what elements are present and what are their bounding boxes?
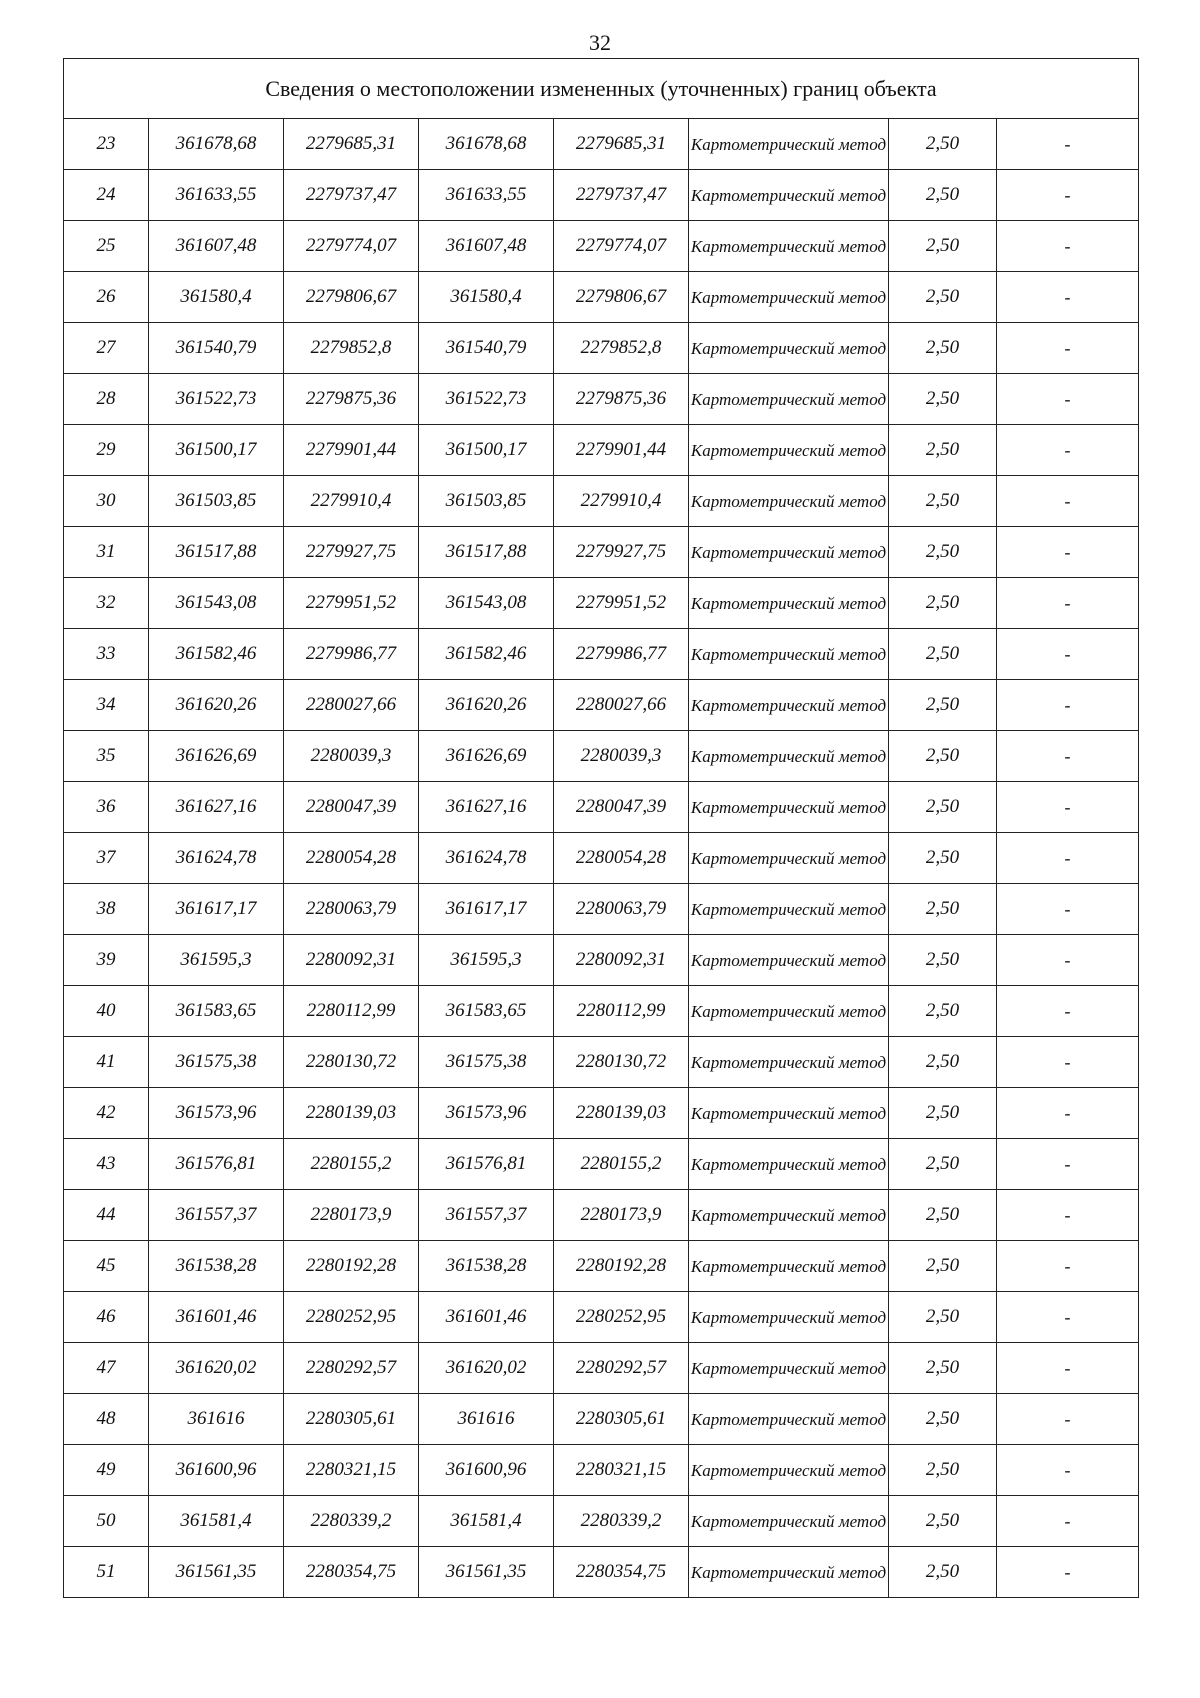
table-row <box>64 527 1139 578</box>
refined-y-cell: 2279852,8 <box>554 323 689 374</box>
accuracy-cell: 2,50 <box>889 629 997 680</box>
existing-y-cell: 2279951,52 <box>284 578 419 629</box>
existing-y-cell: 2280292,57 <box>284 1343 419 1394</box>
note-cell: - <box>997 1292 1139 1343</box>
existing-x-cell: 361538,28 <box>149 1241 284 1292</box>
accuracy-cell: 2,50 <box>889 680 997 731</box>
table-row <box>64 1496 1139 1547</box>
table-row <box>64 1292 1139 1343</box>
table-row <box>64 935 1139 986</box>
table-row <box>64 1139 1139 1190</box>
point-number-cell: 44 <box>64 1190 149 1241</box>
point-number-cell: 43 <box>64 1139 149 1190</box>
point-number-cell: 40 <box>64 986 149 1037</box>
note-cell: - <box>997 935 1139 986</box>
method-cell: Картометрический метод <box>689 1037 889 1088</box>
existing-y-cell: 2280321,15 <box>284 1445 419 1496</box>
table-title-row <box>64 59 1139 119</box>
existing-x-cell: 361620,02 <box>149 1343 284 1394</box>
point-number-cell: 25 <box>64 221 149 272</box>
existing-x-cell: 361522,73 <box>149 374 284 425</box>
refined-y-cell: 2280173,9 <box>554 1190 689 1241</box>
existing-x-cell: 361581,4 <box>149 1496 284 1547</box>
accuracy-cell: 2,50 <box>889 986 997 1037</box>
accuracy-cell: 2,50 <box>889 884 997 935</box>
accuracy-cell: 2,50 <box>889 221 997 272</box>
refined-x-cell: 361557,37 <box>419 1190 554 1241</box>
accuracy-cell: 2,50 <box>889 1190 997 1241</box>
method-cell: Картометрический метод <box>689 782 889 833</box>
accuracy-cell: 2,50 <box>889 578 997 629</box>
existing-y-cell: 2280092,31 <box>284 935 419 986</box>
point-number-cell: 31 <box>64 527 149 578</box>
note-cell: - <box>997 170 1139 221</box>
table-row <box>64 221 1139 272</box>
existing-x-cell: 361576,81 <box>149 1139 284 1190</box>
existing-y-cell: 2280354,75 <box>284 1547 419 1598</box>
existing-y-cell: 2279910,4 <box>284 476 419 527</box>
point-number-cell: 33 <box>64 629 149 680</box>
point-number-cell: 39 <box>64 935 149 986</box>
table-row <box>64 1343 1139 1394</box>
method-cell: Картометрический метод <box>689 833 889 884</box>
method-cell: Картометрический метод <box>689 272 889 323</box>
refined-y-cell: 2280252,95 <box>554 1292 689 1343</box>
existing-y-cell: 2280305,61 <box>284 1394 419 1445</box>
existing-x-cell: 361626,69 <box>149 731 284 782</box>
refined-x-cell: 361617,17 <box>419 884 554 935</box>
existing-x-cell: 361582,46 <box>149 629 284 680</box>
table-row <box>64 374 1139 425</box>
refined-x-cell: 361616 <box>419 1394 554 1445</box>
note-cell: - <box>997 119 1139 170</box>
method-cell: Картометрический метод <box>689 323 889 374</box>
refined-x-cell: 361543,08 <box>419 578 554 629</box>
note-cell: - <box>997 1241 1139 1292</box>
refined-y-cell: 2280054,28 <box>554 833 689 884</box>
refined-y-cell: 2280092,31 <box>554 935 689 986</box>
refined-y-cell: 2280339,2 <box>554 1496 689 1547</box>
refined-y-cell: 2280139,03 <box>554 1088 689 1139</box>
method-cell: Картометрический метод <box>689 1088 889 1139</box>
accuracy-cell: 2,50 <box>889 731 997 782</box>
point-number-cell: 41 <box>64 1037 149 1088</box>
note-cell: - <box>997 476 1139 527</box>
method-cell: Картометрический метод <box>689 221 889 272</box>
refined-x-cell: 361624,78 <box>419 833 554 884</box>
table-row <box>64 1037 1139 1088</box>
accuracy-cell: 2,50 <box>889 1037 997 1088</box>
note-cell: - <box>997 680 1139 731</box>
refined-x-cell: 361601,46 <box>419 1292 554 1343</box>
table-row <box>64 782 1139 833</box>
accuracy-cell: 2,50 <box>889 1139 997 1190</box>
accuracy-cell: 2,50 <box>889 1394 997 1445</box>
accuracy-cell: 2,50 <box>889 1241 997 1292</box>
note-cell: - <box>997 323 1139 374</box>
existing-x-cell: 361573,96 <box>149 1088 284 1139</box>
refined-y-cell: 2280192,28 <box>554 1241 689 1292</box>
method-cell: Картометрический метод <box>689 680 889 731</box>
table-row <box>64 1445 1139 1496</box>
refined-y-cell: 2279951,52 <box>554 578 689 629</box>
existing-y-cell: 2280054,28 <box>284 833 419 884</box>
existing-y-cell: 2280047,39 <box>284 782 419 833</box>
refined-x-cell: 361561,35 <box>419 1547 554 1598</box>
refined-y-cell: 2279806,67 <box>554 272 689 323</box>
note-cell: - <box>997 833 1139 884</box>
method-cell: Картометрический метод <box>689 374 889 425</box>
accuracy-cell: 2,50 <box>889 527 997 578</box>
existing-y-cell: 2279685,31 <box>284 119 419 170</box>
point-number-cell: 27 <box>64 323 149 374</box>
refined-x-cell: 361620,26 <box>419 680 554 731</box>
existing-x-cell: 361678,68 <box>149 119 284 170</box>
existing-y-cell: 2280192,28 <box>284 1241 419 1292</box>
existing-x-cell: 361580,4 <box>149 272 284 323</box>
refined-x-cell: 361595,3 <box>419 935 554 986</box>
existing-x-cell: 361601,46 <box>149 1292 284 1343</box>
refined-y-cell: 2280130,72 <box>554 1037 689 1088</box>
point-number-cell: 49 <box>64 1445 149 1496</box>
existing-y-cell: 2280252,95 <box>284 1292 419 1343</box>
existing-x-cell: 361500,17 <box>149 425 284 476</box>
method-cell: Картометрический метод <box>689 119 889 170</box>
point-number-cell: 42 <box>64 1088 149 1139</box>
existing-y-cell: 2280155,2 <box>284 1139 419 1190</box>
refined-x-cell: 361503,85 <box>419 476 554 527</box>
refined-x-cell: 361600,96 <box>419 1445 554 1496</box>
table-row <box>64 476 1139 527</box>
point-number-cell: 50 <box>64 1496 149 1547</box>
method-cell: Картометрический метод <box>689 1445 889 1496</box>
refined-y-cell: 2280321,15 <box>554 1445 689 1496</box>
accuracy-cell: 2,50 <box>889 1292 997 1343</box>
note-cell: - <box>997 1088 1139 1139</box>
existing-x-cell: 361517,88 <box>149 527 284 578</box>
method-cell: Картометрический метод <box>689 935 889 986</box>
method-cell: Картометрический метод <box>689 1496 889 1547</box>
table-row <box>64 170 1139 221</box>
existing-x-cell: 361633,55 <box>149 170 284 221</box>
refined-y-cell: 2279875,36 <box>554 374 689 425</box>
table-row <box>64 629 1139 680</box>
refined-y-cell: 2279774,07 <box>554 221 689 272</box>
refined-y-cell: 2280039,3 <box>554 731 689 782</box>
accuracy-cell: 2,50 <box>889 170 997 221</box>
refined-y-cell: 2280354,75 <box>554 1547 689 1598</box>
note-cell: - <box>997 374 1139 425</box>
refined-x-cell: 361575,38 <box>419 1037 554 1088</box>
point-number-cell: 45 <box>64 1241 149 1292</box>
refined-x-cell: 361576,81 <box>419 1139 554 1190</box>
accuracy-cell: 2,50 <box>889 476 997 527</box>
method-cell: Картометрический метод <box>689 170 889 221</box>
refined-x-cell: 361582,46 <box>419 629 554 680</box>
accuracy-cell: 2,50 <box>889 833 997 884</box>
point-number-cell: 28 <box>64 374 149 425</box>
table-row <box>64 1190 1139 1241</box>
accuracy-cell: 2,50 <box>889 272 997 323</box>
method-cell: Картометрический метод <box>689 425 889 476</box>
existing-y-cell: 2280130,72 <box>284 1037 419 1088</box>
method-cell: Картометрический метод <box>689 1547 889 1598</box>
point-number-cell: 23 <box>64 119 149 170</box>
existing-x-cell: 361503,85 <box>149 476 284 527</box>
note-cell: - <box>997 1037 1139 1088</box>
existing-y-cell: 2280173,9 <box>284 1190 419 1241</box>
note-cell: - <box>997 527 1139 578</box>
refined-x-cell: 361580,4 <box>419 272 554 323</box>
refined-x-cell: 361620,02 <box>419 1343 554 1394</box>
existing-x-cell: 361607,48 <box>149 221 284 272</box>
refined-x-cell: 361540,79 <box>419 323 554 374</box>
existing-y-cell: 2279737,47 <box>284 170 419 221</box>
existing-x-cell: 361595,3 <box>149 935 284 986</box>
method-cell: Картометрический метод <box>689 1241 889 1292</box>
existing-y-cell: 2280339,2 <box>284 1496 419 1547</box>
accuracy-cell: 2,50 <box>889 1088 997 1139</box>
page-number: 32 <box>589 30 611 55</box>
refined-y-cell: 2279910,4 <box>554 476 689 527</box>
point-number-cell: 38 <box>64 884 149 935</box>
accuracy-cell: 2,50 <box>889 935 997 986</box>
existing-y-cell: 2279852,8 <box>284 323 419 374</box>
refined-x-cell: 361583,65 <box>419 986 554 1037</box>
point-number-cell: 30 <box>64 476 149 527</box>
refined-x-cell: 361626,69 <box>419 731 554 782</box>
point-number-cell: 51 <box>64 1547 149 1598</box>
note-cell: - <box>997 1394 1139 1445</box>
existing-y-cell: 2280139,03 <box>284 1088 419 1139</box>
point-number-cell: 32 <box>64 578 149 629</box>
boundary-coordinates-table <box>63 58 1139 1598</box>
method-cell: Картометрический метод <box>689 1190 889 1241</box>
refined-x-cell: 361607,48 <box>419 221 554 272</box>
table-row <box>64 884 1139 935</box>
refined-y-cell: 2279927,75 <box>554 527 689 578</box>
point-number-cell: 37 <box>64 833 149 884</box>
existing-y-cell: 2280112,99 <box>284 986 419 1037</box>
method-cell: Картометрический метод <box>689 986 889 1037</box>
refined-y-cell: 2279986,77 <box>554 629 689 680</box>
table-row <box>64 731 1139 782</box>
note-cell: - <box>997 1190 1139 1241</box>
point-number-cell: 48 <box>64 1394 149 1445</box>
refined-y-cell: 2280292,57 <box>554 1343 689 1394</box>
table-row <box>64 323 1139 374</box>
refined-y-cell: 2280063,79 <box>554 884 689 935</box>
point-number-cell: 35 <box>64 731 149 782</box>
table-row <box>64 425 1139 476</box>
existing-y-cell: 2279986,77 <box>284 629 419 680</box>
existing-x-cell: 361543,08 <box>149 578 284 629</box>
refined-y-cell: 2279901,44 <box>554 425 689 476</box>
refined-x-cell: 361522,73 <box>419 374 554 425</box>
method-cell: Картометрический метод <box>689 731 889 782</box>
table-row <box>64 833 1139 884</box>
existing-y-cell: 2279927,75 <box>284 527 419 578</box>
point-number-cell: 34 <box>64 680 149 731</box>
note-cell: - <box>997 1496 1139 1547</box>
table-row <box>64 1241 1139 1292</box>
accuracy-cell: 2,50 <box>889 1445 997 1496</box>
table-row <box>64 1547 1139 1598</box>
existing-x-cell: 361624,78 <box>149 833 284 884</box>
table-row <box>64 578 1139 629</box>
note-cell: - <box>997 272 1139 323</box>
refined-y-cell: 2280305,61 <box>554 1394 689 1445</box>
accuracy-cell: 2,50 <box>889 119 997 170</box>
note-cell: - <box>997 578 1139 629</box>
point-number-cell: 29 <box>64 425 149 476</box>
existing-y-cell: 2279875,36 <box>284 374 419 425</box>
existing-y-cell: 2280063,79 <box>284 884 419 935</box>
existing-y-cell: 2279806,67 <box>284 272 419 323</box>
table-row <box>64 119 1139 170</box>
existing-x-cell: 361561,35 <box>149 1547 284 1598</box>
note-cell: - <box>997 425 1139 476</box>
note-cell: - <box>997 986 1139 1037</box>
table-row <box>64 272 1139 323</box>
point-number-cell: 24 <box>64 170 149 221</box>
note-cell: - <box>997 1343 1139 1394</box>
point-number-cell: 46 <box>64 1292 149 1343</box>
table-row <box>64 1088 1139 1139</box>
existing-x-cell: 361600,96 <box>149 1445 284 1496</box>
method-cell: Картометрический метод <box>689 629 889 680</box>
accuracy-cell: 2,50 <box>889 323 997 374</box>
existing-y-cell: 2280027,66 <box>284 680 419 731</box>
note-cell: - <box>997 731 1139 782</box>
refined-x-cell: 361517,88 <box>419 527 554 578</box>
existing-x-cell: 361620,26 <box>149 680 284 731</box>
refined-x-cell: 361538,28 <box>419 1241 554 1292</box>
refined-y-cell: 2280027,66 <box>554 680 689 731</box>
refined-x-cell: 361633,55 <box>419 170 554 221</box>
refined-x-cell: 361500,17 <box>419 425 554 476</box>
point-number-cell: 47 <box>64 1343 149 1394</box>
note-cell: - <box>997 221 1139 272</box>
refined-y-cell: 2280112,99 <box>554 986 689 1037</box>
existing-y-cell: 2279774,07 <box>284 221 419 272</box>
note-cell: - <box>997 629 1139 680</box>
method-cell: Картометрический метод <box>689 1394 889 1445</box>
existing-x-cell: 361617,17 <box>149 884 284 935</box>
refined-y-cell: 2280155,2 <box>554 1139 689 1190</box>
note-cell: - <box>997 782 1139 833</box>
accuracy-cell: 2,50 <box>889 1547 997 1598</box>
accuracy-cell: 2,50 <box>889 374 997 425</box>
refined-y-cell: 2279737,47 <box>554 170 689 221</box>
method-cell: Картометрический метод <box>689 527 889 578</box>
note-cell: - <box>997 1547 1139 1598</box>
existing-y-cell: 2280039,3 <box>284 731 419 782</box>
existing-x-cell: 361540,79 <box>149 323 284 374</box>
refined-x-cell: 361581,4 <box>419 1496 554 1547</box>
refined-x-cell: 361573,96 <box>419 1088 554 1139</box>
note-cell: - <box>997 1139 1139 1190</box>
accuracy-cell: 2,50 <box>889 1496 997 1547</box>
method-cell: Картометрический метод <box>689 1139 889 1190</box>
existing-x-cell: 361616 <box>149 1394 284 1445</box>
existing-x-cell: 361583,65 <box>149 986 284 1037</box>
note-cell: - <box>997 1445 1139 1496</box>
table-row <box>64 1394 1139 1445</box>
method-cell: Картометрический метод <box>689 884 889 935</box>
refined-x-cell: 361627,16 <box>419 782 554 833</box>
accuracy-cell: 2,50 <box>889 782 997 833</box>
accuracy-cell: 2,50 <box>889 425 997 476</box>
method-cell: Картометрический метод <box>689 476 889 527</box>
refined-y-cell: 2279685,31 <box>554 119 689 170</box>
existing-x-cell: 361557,37 <box>149 1190 284 1241</box>
method-cell: Картометрический метод <box>689 578 889 629</box>
method-cell: Картометрический метод <box>689 1292 889 1343</box>
refined-y-cell: 2280047,39 <box>554 782 689 833</box>
existing-x-cell: 361627,16 <box>149 782 284 833</box>
point-number-cell: 26 <box>64 272 149 323</box>
table-title: Сведения о местоположении измененных (уточненных) границ объекта <box>64 59 1139 119</box>
existing-x-cell: 361575,38 <box>149 1037 284 1088</box>
note-cell: - <box>997 884 1139 935</box>
refined-x-cell: 361678,68 <box>419 119 554 170</box>
existing-y-cell: 2279901,44 <box>284 425 419 476</box>
accuracy-cell: 2,50 <box>889 1343 997 1394</box>
table-row <box>64 986 1139 1037</box>
method-cell: Картометрический метод <box>689 1343 889 1394</box>
point-number-cell: 36 <box>64 782 149 833</box>
table-row <box>64 680 1139 731</box>
